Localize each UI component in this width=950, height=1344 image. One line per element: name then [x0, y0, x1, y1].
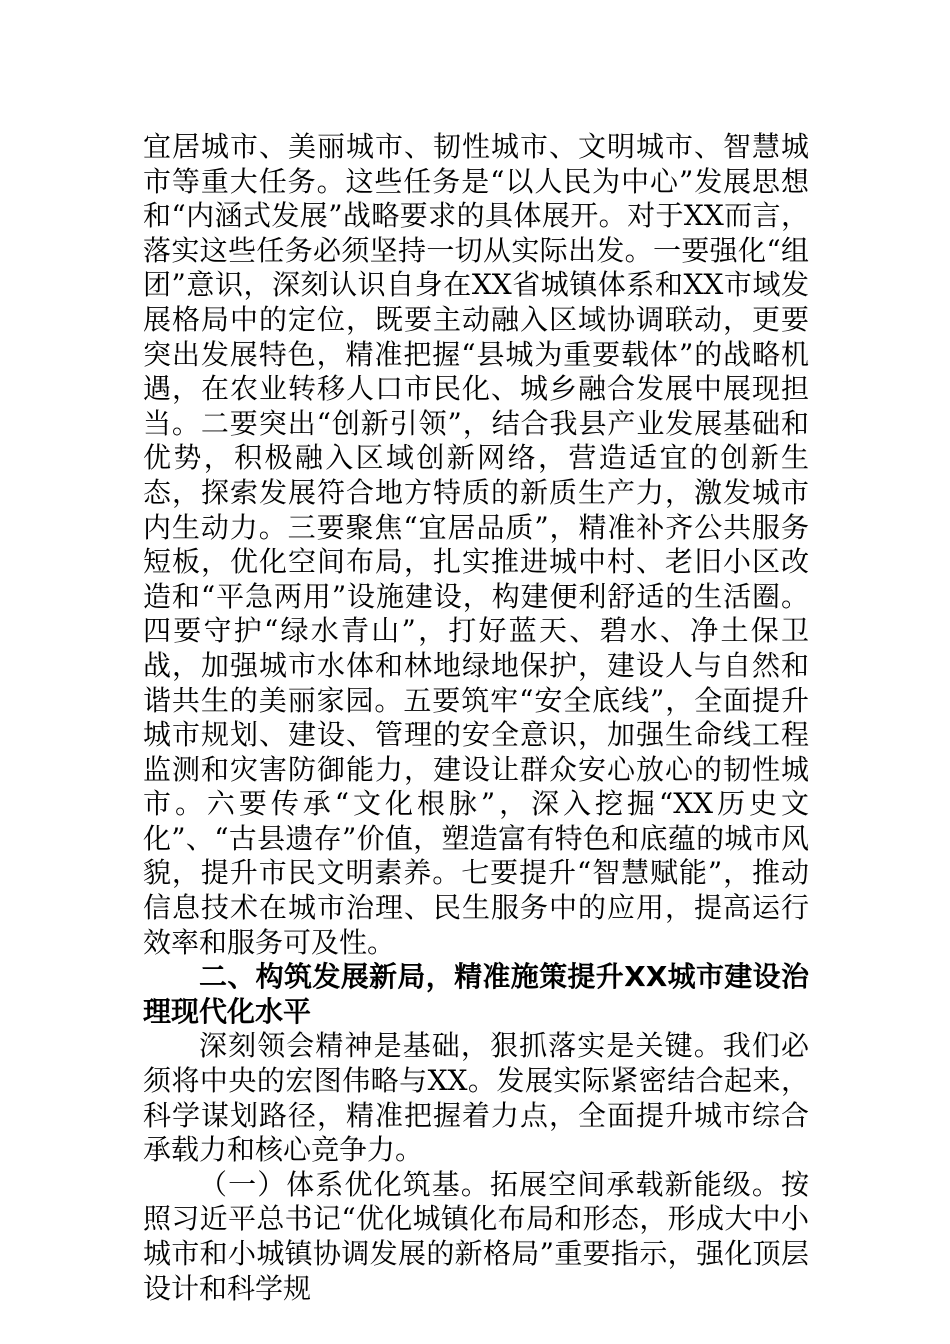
body-paragraph-intro: 深刻领会精神是基础，狠抓落实是关键。我们必须将中央的宏图伟略与XX。发展实际紧密结合起来，科学谋划路径，精准把握着力点，全面提升城市综合承载力和核心竞争力。: [143, 1029, 809, 1167]
body-paragraph-subsection-1: （一）体系优化筑基。拓展空间承载新能级。按照习近平总书记“优化城镇化布局和形态，形成大中小城市和小城镇协调发展的新格局”重要指示，强化顶层设计和科学规: [143, 1167, 809, 1305]
document-body: [143, 130, 809, 1306]
body-paragraph-continued: 宜居城市、美丽城市、韧性城市、文明城市、智慧城市等重大任务。这些任务是“以人民为中心”发展思想和“内涵式发展”战略要求的具体展开。对于XX而言，落实这些任务必须坚持一切从实际出发。一要强化“组团”意识，深刻认识自身在XX省城镇体系和XX市域发展格局中的定位，既要主动融入区域协调联动，更要突出发展特色，精准把握“县城为重要载体”的战略机遇，在农业转移人口市民化、城乡融合发展中展现担当。二要突出“创新引领”，结合我县产业发展基础和优势，积极融入区域创新网络，营造适宜的创新生态，探索发展符合地方特质的新质生产力，激发城市内生动力。三要聚焦“宜居品质”，精准补齐公共服务短板，优化空间布局，扎实推进城中村、老旧小区改造和“平急两用”设施建设，构建便利舒适的生活圈。四要守护“绿水青山”，打好蓝天、碧水、净土保卫战，加强城市水体和林地绿地保护，建设人与自然和谐共生的美丽家园。五要筑牢“安全底线”，全面提升城市规划、建设、管理的安全意识，加强生命线工程监测和灾害防御能力，建设让群众安心放心的韧性城市。六要传承“文化根脉”，深入挖掘“XX历史文化”、“古县遗存”价值，塑造富有特色和底蕴的城市风貌，提升市民文明素养。七要提升“智慧赋能”，推动信息技术在城市治理、民生服务中的应用，提高运行效率和服务可及性。: [143, 130, 809, 959]
section-heading-2: 二、构筑发展新局，精准施策提升XX城市建设治理现代化水平: [143, 960, 809, 1028]
